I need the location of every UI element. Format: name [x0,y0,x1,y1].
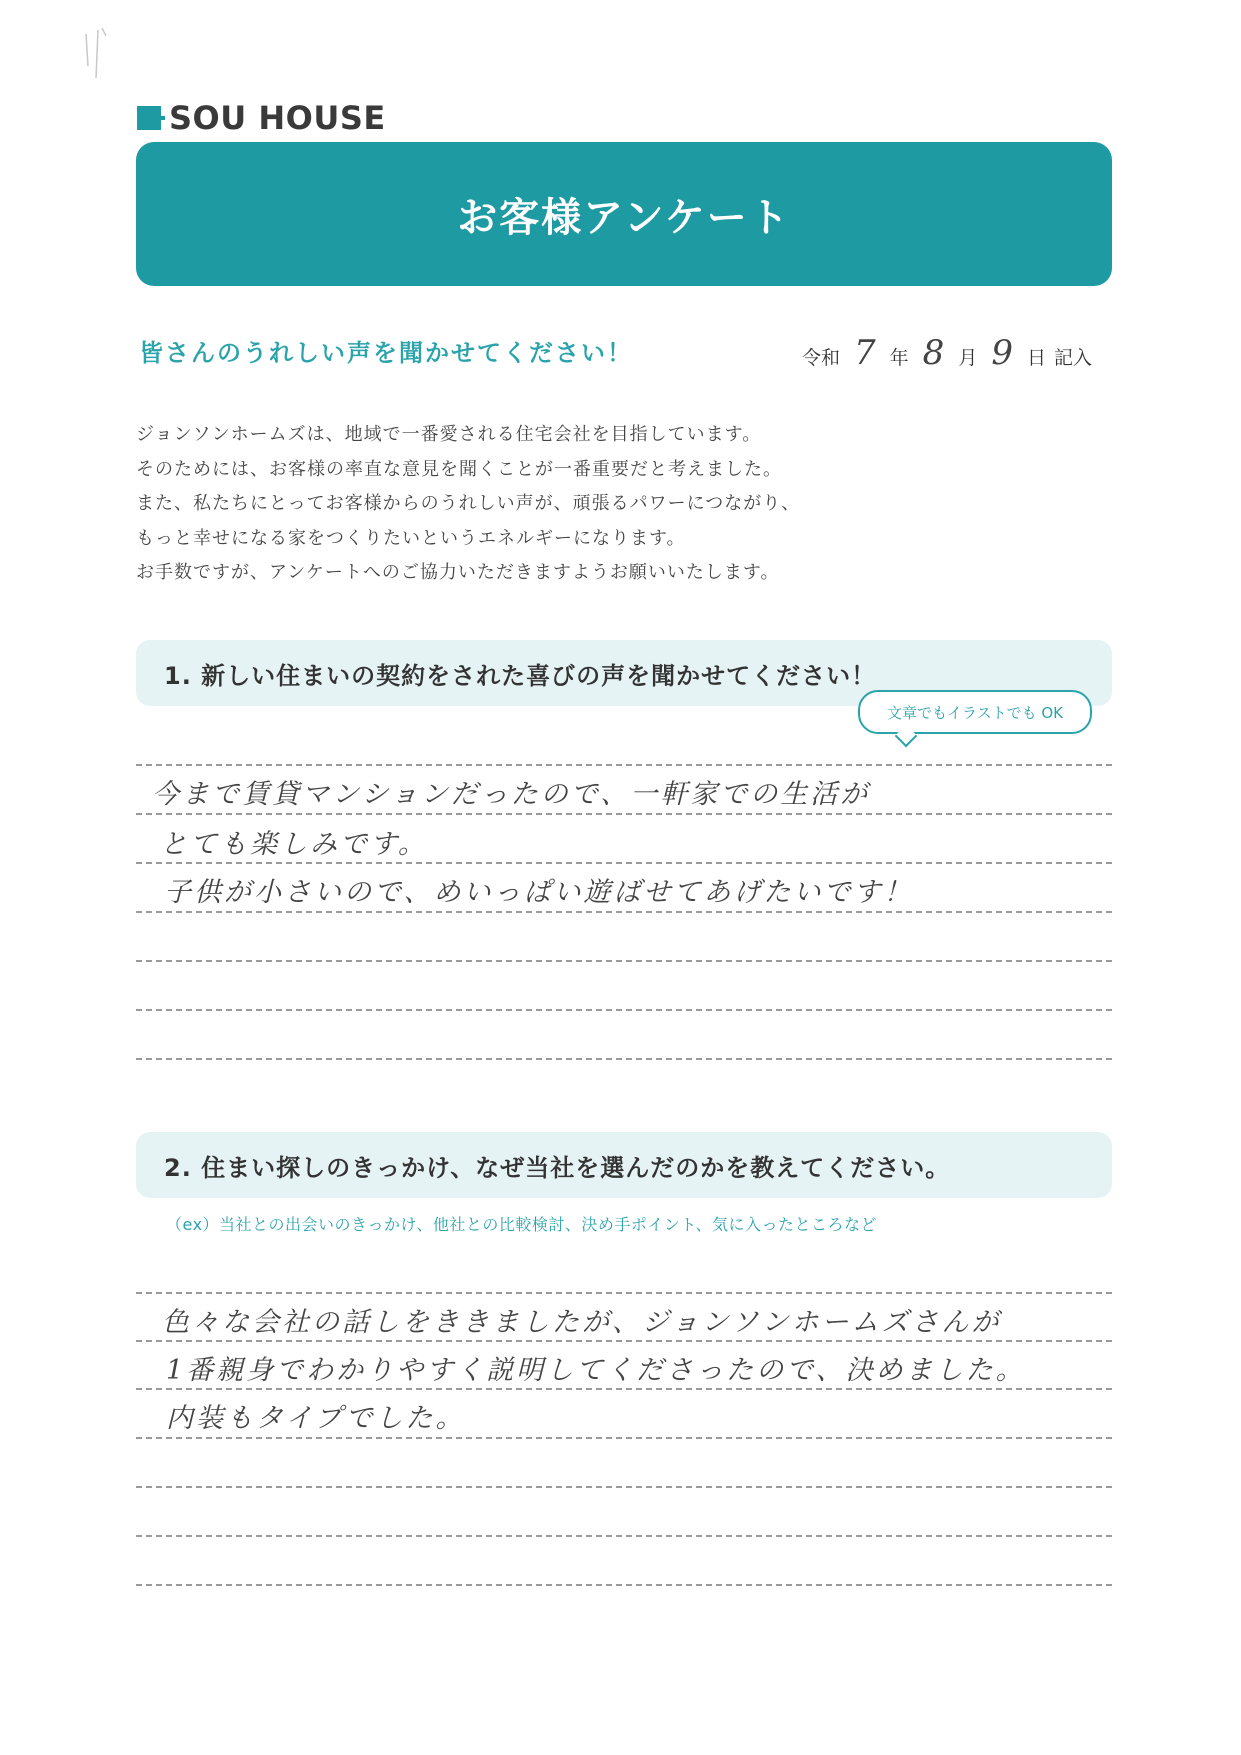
q2-answer-line-2[interactable]: 1番親身でわかりやすく説明してくださったので、決めました。 [166,1355,1026,1386]
intro-line: お手数ですが、アンケートへのご協力いただきますようお願いいたします。 [136,562,780,583]
q1-answer-line-2[interactable]: とても楽しみです。 [160,829,428,860]
q2-answer-line-1[interactable]: 色々な会社の話しをききましたが、ジョンソンホームズさんが [162,1307,1002,1338]
answer-line [136,764,1112,766]
answer-line [136,1584,1112,1586]
brand-name: SOU HOUSE [169,99,386,137]
date-era: 令和 [802,347,841,369]
hint-bubble: 文章でもイラストでも OK [858,690,1092,734]
answer-line [136,1009,1112,1011]
answer-line [136,911,1112,913]
question-1-title: 1. 新しい住まいの契約をされた喜びの声を聞かせてください！ [164,662,877,690]
intro-text [136,418,836,591]
date-month-label: 月 [958,347,978,369]
intro-line: ジョンソンホームズは、地域で一番愛される住宅会社を目指しています。 [136,424,762,445]
subheading: 皆さんのうれしい声を聞かせてください！ [139,339,633,367]
answer-line [136,1292,1112,1294]
answer-line [136,1058,1112,1060]
page-title: お客様アンケート [457,194,791,241]
answer-line [136,1535,1112,1537]
brand-square-icon [137,106,161,130]
intro-line: また、私たちにとってお客様からのうれしい声が、頑張るパワーにつながり、 [136,493,801,514]
date-field [798,333,1096,373]
title-banner [136,142,1112,286]
answer-line [136,1486,1112,1488]
question-2-hint: （ex）当社との出会いのきっかけ、他社との比較検討、決め手ポイント、気に入ったところなど [166,1215,877,1234]
intro-line: そのためには、お客様の率直な意見を聞くことが一番重要だと考えました。 [136,458,782,480]
answer-line [136,1437,1112,1439]
answer-line [136,1388,1112,1390]
brand-logo [137,98,386,138]
date-year-label: 年 [889,347,909,369]
date-year-value[interactable]: 7 [854,333,876,373]
date-day-value[interactable]: 9 [991,333,1013,373]
q1-answer-line-3[interactable]: 子供が小さいので、めいっぱい遊ばせてあげたいです！ [164,877,914,908]
date-month-value[interactable]: 8 [922,333,945,373]
question-2-title: 2. 住まい探しのきっかけ、なぜ当社を選んだのかを教えてください。 [164,1154,951,1182]
q2-answer-line-3[interactable]: 内装もタイプでした。 [166,1403,466,1434]
answer-line [136,1340,1112,1342]
answer-line [136,862,1112,864]
q1-answer-line-1[interactable]: 今まで賃貸マンションだったので、一軒家での生活が [152,779,871,810]
date-suffix: 記入 [1053,347,1092,369]
intro-line: もっと幸せになる家をつくりたいというエネルギーになります。 [136,527,686,549]
scan-mark [76,26,116,86]
answer-line [136,813,1112,815]
date-day-label: 日 [1026,347,1046,369]
answer-line [136,960,1112,962]
